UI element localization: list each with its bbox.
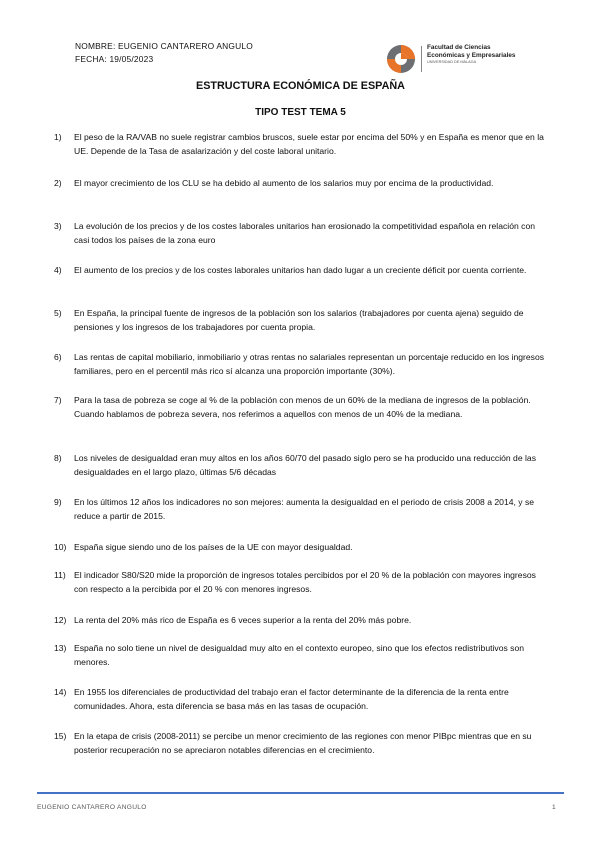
question-text: Para la tasa de pobreza se coge al % de la población con menos de un 60% de la mediana de ingresos de la población. Cuando hablamos de pobreza severa, nos referimos a aquellos con menos de un 40% de la mediana. bbox=[74, 395, 531, 420]
question-number: 7) bbox=[54, 395, 62, 405]
university-name: UNIVERSIDAD DE MÁLAGA bbox=[427, 60, 477, 65]
question-text: La evolución de los precios y de los costes laborales unitarios han erosionado la competitividad española en relación con casi todos los países de la zona euro bbox=[74, 221, 536, 246]
question-item bbox=[54, 685, 549, 713]
question-number: 9) bbox=[54, 497, 62, 507]
header-info bbox=[75, 40, 253, 66]
question-number: 1) bbox=[54, 132, 62, 142]
question-number: 11) bbox=[54, 570, 66, 580]
question-item bbox=[54, 306, 549, 334]
exam-date: FECHA: 19/05/2023 bbox=[75, 54, 154, 64]
question-number: 14) bbox=[54, 687, 67, 697]
question-item bbox=[54, 130, 549, 158]
question-text: Las rentas de capital mobiliario, inmobiliario y otras rentas no salariales representan un porcentaje reducido en los ingresos familiares, pero en el percentil más rico sí alcanza una proporción importante (30%). bbox=[74, 352, 545, 377]
question-text: En España, la principal fuente de ingresos de la población son los salarios (trabajadores por cuenta ajena) seguido de pensiones y los ingresos de los trabajadores por cuenta propia. bbox=[74, 308, 524, 333]
question-text: España sigue siendo uno de los países de la UE con mayor desigualdad. bbox=[74, 542, 353, 552]
page-number: 1 bbox=[552, 804, 556, 811]
question-text: El mayor crecimiento de los CLU se ha debido al aumento de los salarios muy por encima de la productividad. bbox=[74, 178, 494, 188]
question-item bbox=[54, 350, 549, 378]
question-number: 4) bbox=[54, 265, 62, 275]
question-item bbox=[54, 729, 549, 757]
question-text: España no solo tiene un nivel de desigualdad muy alto en el contexto europeo, sino que los efectos redistributivos son menores. bbox=[74, 643, 525, 668]
question-text: El aumento de los precios y de los costes laborales unitarios han dado lugar a un creciente déficit por cuenta corriente. bbox=[74, 265, 527, 275]
question-number: 13) bbox=[54, 643, 67, 653]
question-number: 15) bbox=[54, 731, 67, 741]
faculty-logo bbox=[386, 44, 515, 74]
faculty-line-1: Facultad de Ciencias bbox=[427, 44, 491, 51]
question-item bbox=[54, 613, 549, 627]
question-text: Los niveles de desigualdad eran muy altos en los años 60/70 del pasado siglo pero se ha producido una reducción de las desigualdades en el largo plazo, últimas 5/6 décadas bbox=[74, 453, 536, 478]
footer-rule bbox=[37, 792, 564, 794]
question-item bbox=[54, 176, 549, 190]
question-number: 10) bbox=[54, 542, 67, 552]
question-item bbox=[54, 219, 549, 247]
student-name: NOMBRE: EUGENIO CANTARERO ANGULO bbox=[75, 41, 253, 51]
question-number: 12) bbox=[54, 615, 67, 625]
question-text: En 1955 los diferenciales de productividad del trabajo eran el factor determinante de la diferencia de la renta entre comunidades. Ahora, esta diferencia se basa más en las tasas de ocupación. bbox=[74, 687, 509, 712]
question-number: 3) bbox=[54, 221, 62, 231]
question-item bbox=[54, 393, 549, 421]
question-text: La renta del 20% más rico de España es 6 veces superior a la renta del 20% más pobre. bbox=[74, 615, 412, 625]
faculty-name bbox=[427, 44, 515, 65]
footer-author: EUGENIO CANTARERO ANGULO bbox=[37, 804, 147, 811]
faculty-logo-icon bbox=[386, 44, 416, 74]
question-item bbox=[54, 451, 549, 479]
question-text: El indicador S80/S20 mide la proporción de ingresos totales percibidos por el 20 % de la población con mayores ingresos con respecto a la percibida por el 20 % con menores ingresos. bbox=[74, 570, 536, 595]
question-number: 8) bbox=[54, 453, 62, 463]
question-number: 5) bbox=[54, 308, 62, 318]
faculty-line-2: Económicas y Empresariales bbox=[427, 51, 516, 59]
question-number: 6) bbox=[54, 352, 62, 362]
question-text: En la etapa de crisis (2008-2011) se percibe un menor crecimiento de las regiones con menor PIBpc mientras que en su posterior recuperación no se apreciaron notables diferencias en el crecimiento. bbox=[74, 731, 532, 756]
question-item bbox=[54, 568, 549, 596]
question-item bbox=[54, 495, 549, 523]
document-subtitle: TIPO TEST TEMA 5 bbox=[255, 107, 346, 118]
question-item bbox=[54, 263, 549, 277]
question-text: En los últimos 12 años los indicadores no son mejores: aumenta la desigualdad en el periodo de crisis 2008 a 2014, y se reduce a partir de 2015. bbox=[74, 497, 535, 522]
question-item bbox=[54, 540, 549, 554]
question-text: El peso de la RA/VAB no suele registrar cambios bruscos, suele estar por encima del 50% y en España es menor que en la UE. Depende de la Tasa de asalarización y del coste laboral unitario. bbox=[74, 132, 544, 157]
logo-divider bbox=[421, 46, 422, 72]
question-item bbox=[54, 641, 549, 669]
document-title: ESTRUCTURA ECONÓMICA DE ESPAÑA bbox=[196, 80, 405, 92]
question-number: 2) bbox=[54, 178, 62, 188]
